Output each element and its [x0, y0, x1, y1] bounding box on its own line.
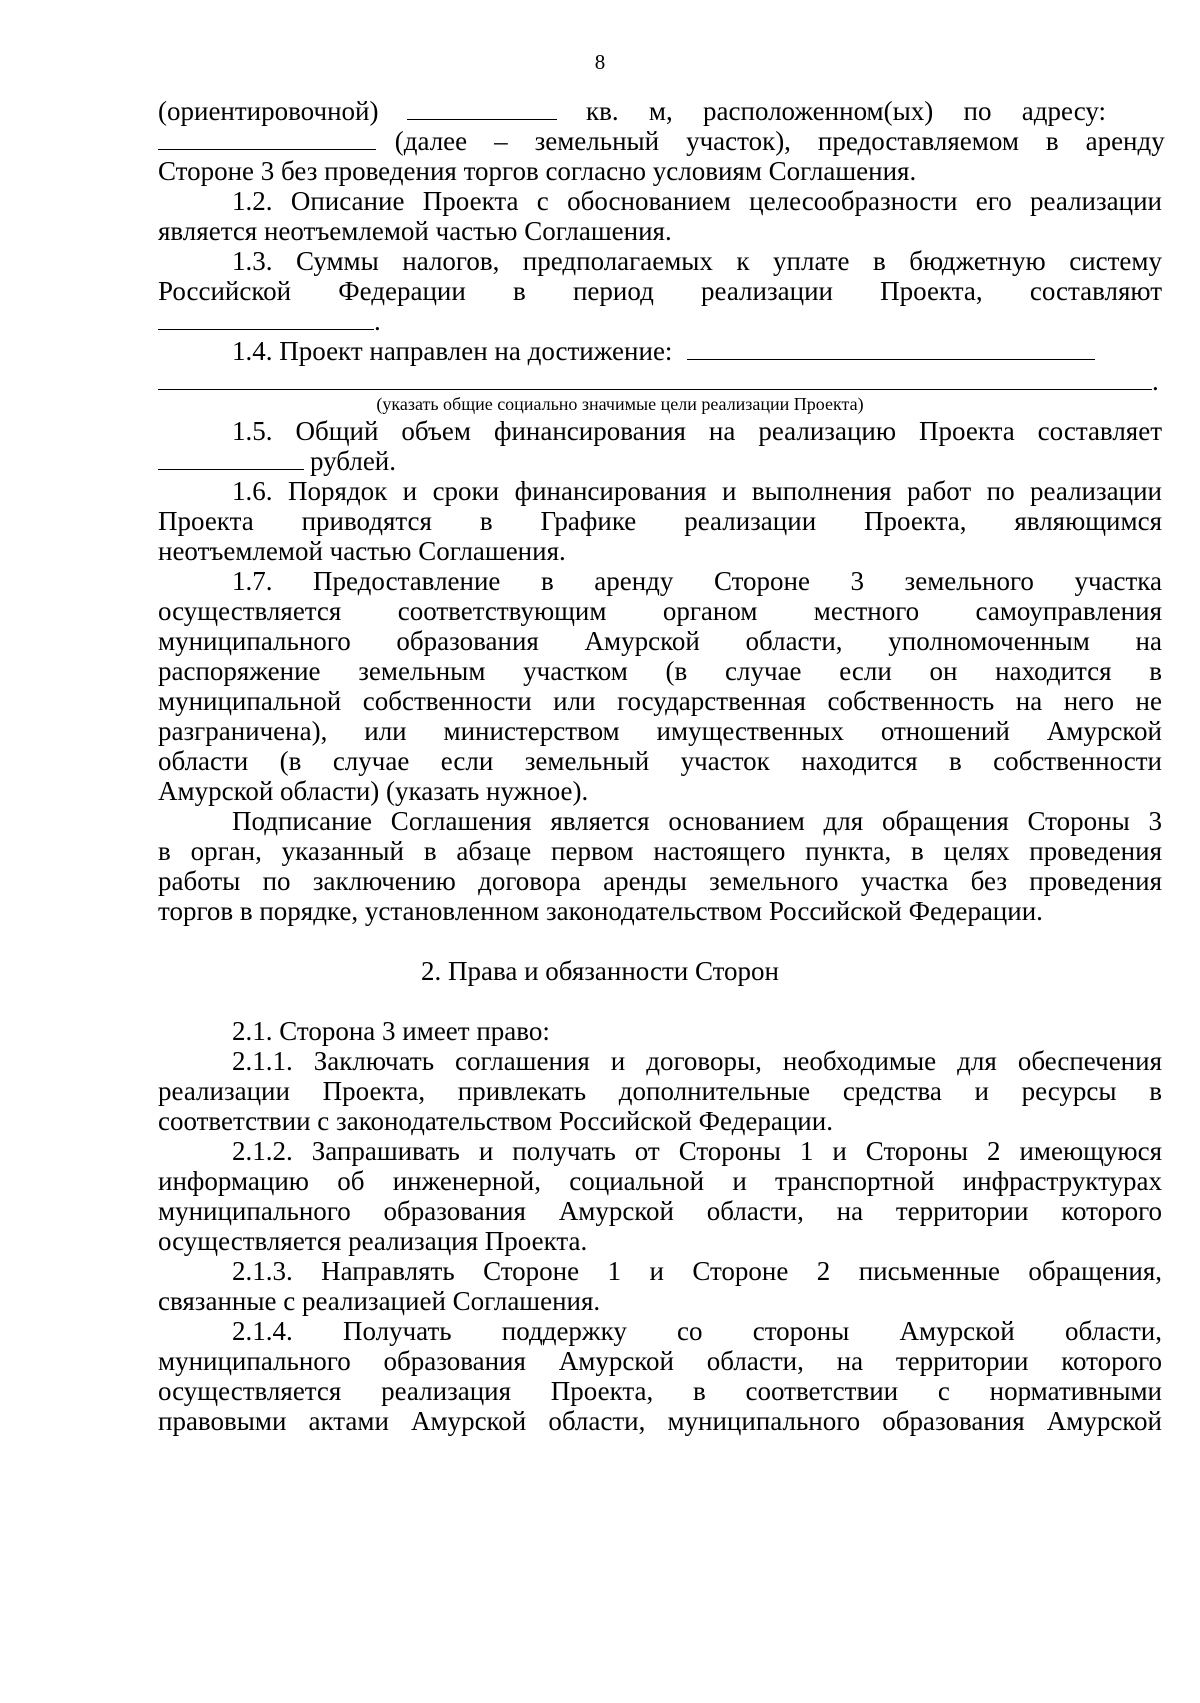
text-line: 2.1.1. Заключать соглашения и договоры, необходимые для обеспечения: [232, 1046, 1162, 1076]
text-line: торгов в порядке, установленном законодательством Российской Федерации.: [158, 896, 1043, 926]
text-line: осуществляется реализация Проекта.: [158, 1226, 588, 1256]
text-line: [158, 365, 1162, 397]
text-line: информацию об инженерной, социальной и транспортной инфраструктурах: [158, 1166, 1162, 1196]
section-heading: 2. Права и обязанности Сторон: [420, 956, 780, 986]
fill-blank: [687, 335, 1095, 360]
fill-blank: [158, 305, 374, 330]
text-line: [158, 445, 1162, 477]
text-line: соответствии с законодательством Российской Федерации.: [158, 1106, 833, 1136]
text-line: связанные с реализацией Соглашения.: [158, 1286, 601, 1316]
text-line: в орган, указанный в абзаце первом настоящего пункта, в целях проведения: [158, 836, 1162, 866]
text-line: неотъемлемой частью Соглашения.: [158, 536, 566, 566]
page-number: 8: [594, 50, 606, 74]
text-line: Проекта приводятся в Графике реализации Проекта, являющимся: [158, 506, 1162, 536]
text-line: 1.5. Общий объем финансирования на реализацию Проекта составляет: [232, 416, 1162, 446]
text-line: 1.3. Суммы налогов, предполагаемых к уплате в бюджетную систему: [232, 246, 1162, 276]
text-fragment: (далее – земельный участок), предоставляемом в аренду: [394, 126, 1165, 156]
text-line: Подписание Соглашения является основанием для обращения Стороны 3: [232, 806, 1162, 836]
text-line: Российской Федерации в период реализации Проекта, составляют: [158, 276, 1162, 306]
caption: (указать общие социально значимые цели реализации Проекта): [376, 394, 864, 414]
text-line: [158, 95, 1162, 127]
text-line: 1.6. Порядок и сроки финансирования и выполнения работ по реализации: [232, 476, 1162, 506]
text-line: разграничена), или министерством имущественных отношений Амурской: [158, 716, 1162, 746]
fill-blank: [158, 445, 304, 470]
text-line: Амурской области) (указать нужное).: [158, 776, 589, 806]
text-line: распоряжение земельным участком (в случае если он находится в: [158, 656, 1162, 686]
fill-blank: [407, 95, 557, 120]
text-fragment: рублей.: [310, 446, 397, 476]
text-line: правовыми актами Амурской области, муниципального образования Амурской: [158, 1406, 1162, 1436]
text-fragment: 1.4. Проект направлен на достижение:: [232, 336, 673, 366]
text-line: муниципального образования Амурской области, на территории которого: [158, 1346, 1162, 1376]
text-line: 2.1.2. Запрашивать и получать от Стороны 1 и Стороны 2 имеющуюся: [232, 1136, 1162, 1166]
text-line: Стороне 3 без проведения торгов согласно условиям Соглашения.: [158, 156, 917, 186]
text-line: 1.7. Предоставление в аренду Стороне 3 земельного участка: [232, 566, 1162, 596]
text-line: 2.1.3. Направлять Стороне 1 и Стороне 2 письменные обращения,: [232, 1256, 1162, 1286]
text-fragment: .: [374, 306, 381, 336]
text-line: осуществляется соответствующим органом местного самоуправления: [158, 596, 1162, 626]
text-line: 2.1. Сторона 3 имеет право:: [232, 1016, 550, 1046]
text-line: работы по заключению договора аренды земельного участка без проведения: [158, 866, 1162, 896]
text-line: муниципального образования Амурской области, уполномоченным на: [158, 626, 1162, 656]
text-line: [158, 305, 1162, 337]
text-line: 2.1.4. Получать поддержку со стороны Амурской области,: [232, 1316, 1162, 1346]
text-line: муниципальной собственности или государственная собственность на него не: [158, 686, 1162, 716]
text-line: осуществляется реализация Проекта, в соответствии с нормативными: [158, 1376, 1162, 1406]
text-fragment: (ориентировочной): [158, 96, 379, 126]
text-line: [232, 335, 1162, 367]
text-fragment: кв. м, расположенном(ых) по адресу:: [585, 96, 1106, 126]
text-line: муниципального образования Амурской области, на территории которого: [158, 1196, 1162, 1226]
fill-blank: [158, 125, 376, 150]
text-line: 1.2. Описание Проекта с обоснованием целесообразности его реализации: [232, 186, 1162, 216]
text-line: области (в случае если земельный участок находится в собственности: [158, 746, 1162, 776]
text-line: [158, 125, 1165, 157]
fill-blank: [158, 365, 1152, 390]
text-line: реализации Проекта, привлекать дополнительные средства и ресурсы в: [158, 1076, 1162, 1106]
text-fragment: .: [1152, 366, 1159, 396]
text-line: является неотъемлемой частью Соглашения.: [158, 216, 672, 246]
